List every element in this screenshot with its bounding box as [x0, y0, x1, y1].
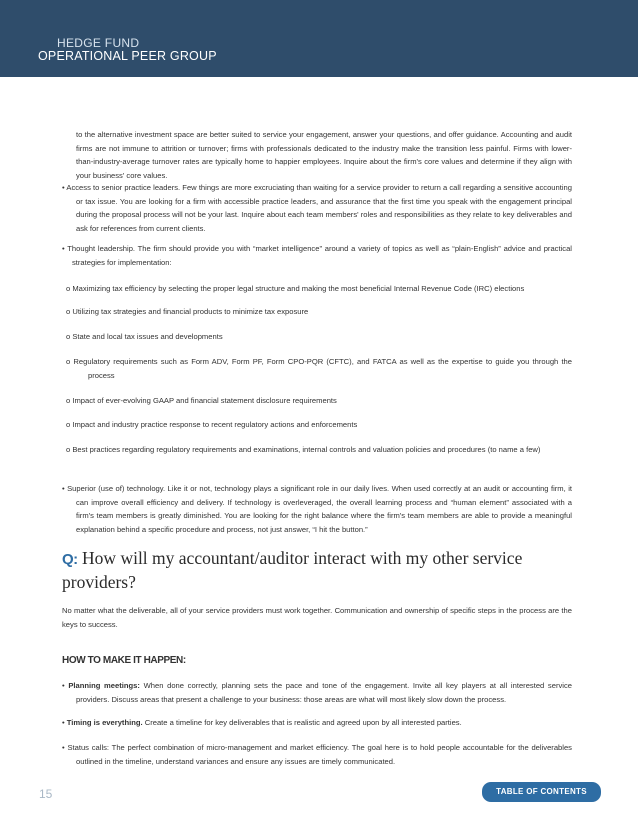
howto-heading: HOW TO MAKE IT HAPPEN:: [62, 655, 186, 666]
howto-item-timing-title: Timing is everything.: [66, 718, 143, 727]
howto-item-timing: • Timing is everything. Create a timeline for key deliverables that is realistic and agreed upon by all interested parties.: [62, 718, 462, 727]
page-number: 15: [39, 787, 53, 801]
howto-item-status-text: Status calls: The perfect combination of micro-management and market efficiency. The goal here is to hold people accountable for the deliverables outlined in the timeline, understand variances and ensure any issues are timely communicated.: [67, 743, 572, 766]
header-banner: [0, 0, 638, 77]
question-text: How will my accountant/auditor interact with my other service providers?: [62, 548, 523, 592]
bullet-senior-leaders: • Access to senior practice leaders. Few things are more excruciating than waiting for a service provider to return a call regarding a sensitive accounting or tax issue. You are looking for a firm with accessible practice leaders, and assurance that the first time you speak with the engagement principal during the proposal process will not be your last. Inquire about each team members' roles and responsibilities as they relate to key deliverables and ask for references from current clients.: [62, 183, 572, 233]
sub-item-regulatory: o Regulatory requirements such as Form ADV, Form PF, Form CPO-PQR (CFTC), and FATCA as well as the expertise to guide you through the process: [66, 357, 572, 380]
question-heading: [62, 547, 582, 594]
sub-item-tax-efficiency: o Maximizing tax efficiency by selecting the proper legal structure and making the most beneficial Internal Revenue Code (IRC) elections: [66, 284, 525, 293]
paragraph-intro: to the alternative investment space are better suited to service your engagement, answer your questions, and offer guidance. Accounting and audit firms are not immune to attrition or turnover; firms with professionals dedicated to the industry make the transition less painful. Firms with lower-than-industry-average turnover rates are typically home to happier employees. Inquire about the firm's core values and determine if they align with your business' core values.: [76, 130, 572, 180]
bullet-technology: • Superior (use of) technology. Like it or not, technology plays a significant role in our daily lives. When used correctly at an audit or accounting firm, it can improve overall efficiency and delivery. If technology is overleveraged, the overall learning process and “human element” associated with a firm's team members is greatly diminished. You are looking for the right balance where the firm's team members are able to provide a meaningful explanation behind a specific procedure and process, not just answer, “I hit the button.”: [62, 484, 572, 534]
table-of-contents-button[interactable]: TABLE OF CONTENTS: [482, 782, 601, 802]
sub-item-tax-strategies: o Utilizing tax strategies and financial products to minimize tax exposure: [66, 307, 309, 316]
sub-item-enforcement: o Impact and industry practice response to recent regulatory actions and enforcements: [66, 420, 358, 429]
header-title-line1: HEDGE FUND: [57, 36, 140, 50]
howto-item-planning-text: When done correctly, planning sets the pace and tone of the engagement. Invite all key players at all interested service providers. Discuss areas that present a challenge to your business: those areas are what will most likely slow down the process.: [76, 681, 572, 704]
bullet-thought-leadership: • Thought leadership. The firm should provide you with “market intelligence” around a variety of topics as well as “plain-English” advice and practical strategies for implementation:: [62, 244, 572, 267]
howto-item-timing-text: Create a timeline for key deliverables that is realistic and agreed upon by all interested parties.: [142, 718, 462, 727]
howto-item-status: • Status calls: The perfect combination of micro-management and market efficiency. The goal here is to hold people accountable for the deliverables outlined in the timeline, understand variances and ensure any issues are timely communicated.: [62, 743, 572, 766]
howto-item-planning: • Planning meetings: When done correctly, planning sets the pace and tone of the engagement. Invite all key players at all interested service providers. Discuss areas that present a challenge to your business: those areas are what will most likely slow down the process.: [62, 681, 572, 704]
sub-item-state-local: o State and local tax issues and developments: [66, 332, 223, 341]
sub-item-gaap: o Impact of ever-evolving GAAP and financial statement disclosure requirements: [66, 396, 337, 405]
howto-item-planning-title: Planning meetings:: [68, 681, 140, 690]
question-label: Q:: [62, 551, 78, 568]
sub-item-best-practices: o Best practices regarding regulatory requirements and examinations, internal controls and valuation policies and procedures (to name a few): [66, 445, 541, 454]
header-title-line2: OPERATIONAL PEER GROUP: [38, 49, 217, 63]
answer-paragraph: No matter what the deliverable, all of your service providers must work together. Communication and ownership of specific steps in the process are the keys to success.: [62, 606, 572, 629]
